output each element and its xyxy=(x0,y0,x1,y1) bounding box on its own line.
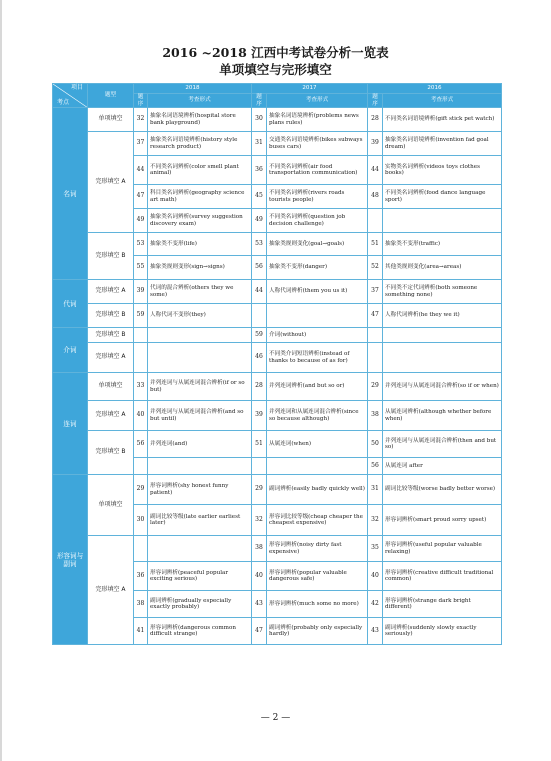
q-num: 43 xyxy=(368,618,383,645)
subtype-single: 单项填空 xyxy=(88,373,134,401)
q-num xyxy=(134,328,148,343)
q-num: 40 xyxy=(134,401,148,431)
header-num: 题序 xyxy=(252,94,267,108)
q-num: 31 xyxy=(368,475,383,505)
q-form: 副词辨析(probably only especially hardly) xyxy=(267,618,368,645)
q-num: 47 xyxy=(368,304,383,328)
q-form: 副词辨析(suddenly slowly exactly seriously) xyxy=(383,618,502,645)
q-num: 45 xyxy=(252,185,267,209)
q-num: 32 xyxy=(368,505,383,536)
q-form: 抽象类不变形(danger) xyxy=(267,256,368,280)
q-num: 31 xyxy=(252,132,267,156)
q-num: 56 xyxy=(252,256,267,280)
q-form: 从属连词(when) xyxy=(267,431,368,458)
q-form: 并列连词与从属连词混合辨析(so if or when) xyxy=(383,373,502,401)
q-form: 形容词辨析(strange dark bright different) xyxy=(383,591,502,618)
q-num: 35 xyxy=(368,536,383,562)
q-num: 40 xyxy=(368,562,383,591)
header-form: 考查形式 xyxy=(148,94,252,108)
subtype-cloze-a: 完形填空 A xyxy=(88,132,134,233)
category-conjunction: 连词 xyxy=(53,373,88,475)
q-num xyxy=(134,536,148,562)
q-form: 形容词辨析(noisy dirty fast expensive) xyxy=(267,536,368,562)
q-form: 抽象类名词语境辨析(invention fad goal dream) xyxy=(383,132,502,156)
q-num: 53 xyxy=(134,233,148,256)
q-form: 并列连词与从属连词混合辨析(then and but so) xyxy=(383,431,502,458)
q-num: 29 xyxy=(368,373,383,401)
q-form: 不同类名词辨析(rivers roads tourists people) xyxy=(267,185,368,209)
subtype-cloze-a: 完形填空 A xyxy=(88,536,134,645)
header-year-2018: 2018 xyxy=(134,84,252,94)
q-form: 形容词辨析(shy honest funny patient) xyxy=(148,475,252,505)
q-form xyxy=(148,328,252,343)
corner-header xyxy=(53,84,88,108)
q-form: 并列连词与从属连词混合辨析(if or so but) xyxy=(148,373,252,401)
q-num: 41 xyxy=(134,618,148,645)
q-form: 抽象名词语境辨析(hospital store bank playground) xyxy=(148,108,252,132)
subtype-cloze-a: 完形填空 A xyxy=(88,343,134,373)
subtype-cloze-b: 完形填空 B xyxy=(88,328,134,343)
q-num xyxy=(368,343,383,373)
q-num xyxy=(252,304,267,328)
header-year-2017: 2017 xyxy=(252,84,368,94)
q-form: 不同类不定代词辨析(both someone something none) xyxy=(383,280,502,304)
q-num: 29 xyxy=(134,475,148,505)
q-num: 47 xyxy=(252,618,267,645)
q-num: 42 xyxy=(368,591,383,618)
subtype-cloze-b: 完形填空 B xyxy=(88,431,134,475)
q-num: 43 xyxy=(252,591,267,618)
q-form xyxy=(267,304,368,328)
q-num: 56 xyxy=(134,431,148,458)
q-form: 并列连词和从属连词混合辨析(since so because although) xyxy=(267,401,368,431)
q-form xyxy=(148,343,252,373)
q-form: 抽象名词语境辨析(problems news plans rules) xyxy=(267,108,368,132)
q-num: 44 xyxy=(134,156,148,185)
q-form: 不同类名词辨析(air food transportation communication) xyxy=(267,156,368,185)
q-num: 33 xyxy=(134,373,148,401)
page-title: 2016 ~2018 江西中考试卷分析一览表 xyxy=(162,45,389,60)
q-num: 38 xyxy=(368,401,383,431)
q-num: 50 xyxy=(368,431,383,458)
q-form: 人称代词不变形(they) xyxy=(148,304,252,328)
q-num: 30 xyxy=(252,108,267,132)
q-num: 49 xyxy=(252,209,267,233)
q-num xyxy=(368,328,383,343)
q-form xyxy=(383,343,502,373)
q-form: 形容词辨析(peaceful popular exciting serious) xyxy=(148,562,252,591)
q-num: 47 xyxy=(134,185,148,209)
q-num: 39 xyxy=(252,401,267,431)
q-form: 其他类规则变化(area→areas) xyxy=(383,256,502,280)
q-form xyxy=(383,209,502,233)
header-num: 题序 xyxy=(134,94,148,108)
q-form: 并列连词与从属连词混合辨析(and so but until) xyxy=(148,401,252,431)
q-num: 55 xyxy=(134,256,148,280)
q-form: 形容词辨析(smart proud sorry upset) xyxy=(383,505,502,536)
q-form: 从属连词辨析(although whether before when) xyxy=(383,401,502,431)
header-year-2016: 2016 xyxy=(368,84,502,94)
q-num: 51 xyxy=(252,431,267,458)
q-form: 不同类名词辨析(question job decision challenge) xyxy=(267,209,368,233)
q-num: 56 xyxy=(368,458,383,475)
q-num: 29 xyxy=(252,475,267,505)
category-pronoun: 代词 xyxy=(53,280,88,328)
q-form: 介词(without) xyxy=(267,328,368,343)
q-num xyxy=(252,458,267,475)
q-form: 交通类名词语境辨析(bikes subways buses cars) xyxy=(267,132,368,156)
q-form xyxy=(148,536,252,562)
q-form: 形容词辨析(dangerous common difficult strange) xyxy=(148,618,252,645)
q-num: 49 xyxy=(134,209,148,233)
q-num: 53 xyxy=(252,233,267,256)
q-num: 59 xyxy=(134,304,148,328)
q-num: 39 xyxy=(368,132,383,156)
subtype-single: 单项填空 xyxy=(88,475,134,536)
q-num xyxy=(134,458,148,475)
header-form: 考查形式 xyxy=(383,94,502,108)
subtype-cloze-b: 完形填空 B xyxy=(88,233,134,280)
q-form: 不同类名词语境辨析(gift stick pet watch) xyxy=(383,108,502,132)
q-form: 抽象类名词辨析(survey suggestion discovery exam) xyxy=(148,209,252,233)
q-form: 副词辨析(easily badly quickly well) xyxy=(267,475,368,505)
analysis-table xyxy=(52,83,502,645)
subtype-cloze-a: 完形填空 A xyxy=(88,280,134,304)
header-form: 考查形式 xyxy=(267,94,368,108)
subtype-cloze-b: 完形填空 B xyxy=(88,304,134,328)
q-num xyxy=(368,209,383,233)
q-num: 32 xyxy=(134,108,148,132)
q-form: 不同类名词辨析(color smell plant animal) xyxy=(148,156,252,185)
header-point: 考点 xyxy=(57,98,70,106)
q-form: 人称代词辨析(he they we it) xyxy=(383,304,502,328)
q-num: 48 xyxy=(368,185,383,209)
q-num: 44 xyxy=(368,156,383,185)
q-form: 抽象类规则变形(sign→signs) xyxy=(148,256,252,280)
q-form: 实物类名词辨析(videos toys clothes books) xyxy=(383,156,502,185)
q-form xyxy=(148,458,252,475)
subtype-single: 单项填空 xyxy=(88,108,134,132)
q-form: 形容词比较等级(cheap cheaper the cheapest expensive) xyxy=(267,505,368,536)
header-type: 题型 xyxy=(88,84,134,108)
q-form: 抽象类名词语境辨析(history style research product) xyxy=(148,132,252,156)
page-number: — 2 — xyxy=(260,713,291,723)
q-form: 代词的混合辨析(others they we some) xyxy=(148,280,252,304)
q-num: 59 xyxy=(252,328,267,343)
page-edge xyxy=(0,0,2,761)
q-num: 44 xyxy=(252,280,267,304)
q-form: 形容词辨析(popular valuable dangerous safe) xyxy=(267,562,368,591)
q-form: 副词比较等级(late earlier earliest later) xyxy=(148,505,252,536)
q-form: 抽象类规则变化(goal→goals) xyxy=(267,233,368,256)
q-num: 39 xyxy=(134,280,148,304)
q-num: 32 xyxy=(252,505,267,536)
q-num: 37 xyxy=(134,132,148,156)
q-num: 36 xyxy=(134,562,148,591)
q-form: 不同类介词短语辨析(instead of thanks to because of as for) xyxy=(267,343,368,373)
q-form: 副词辨析(gradually especially exactly probably) xyxy=(148,591,252,618)
q-form: 并列连词辨析(and but so or) xyxy=(267,373,368,401)
header-item: 项目 xyxy=(70,84,83,91)
q-form xyxy=(267,458,368,475)
q-form: 抽象类不变形(traffic) xyxy=(383,233,502,256)
q-num xyxy=(134,343,148,373)
q-num: 46 xyxy=(252,343,267,373)
q-num: 38 xyxy=(134,591,148,618)
q-num: 36 xyxy=(252,156,267,185)
q-num: 28 xyxy=(368,108,383,132)
header-num: 题序 xyxy=(368,94,383,108)
q-form: 并列连词(and) xyxy=(148,431,252,458)
q-num: 28 xyxy=(252,373,267,401)
q-form: 从属连词 after xyxy=(383,458,502,475)
q-num: 40 xyxy=(252,562,267,591)
subtype-cloze-a: 完形填空 A xyxy=(88,401,134,431)
q-form: 副词比较等级(worse badly better worse) xyxy=(383,475,502,505)
q-form: 形容词辨析(creative difficult traditional common) xyxy=(383,562,502,591)
q-form: 人称代词辨析(them you us it) xyxy=(267,280,368,304)
q-num: 30 xyxy=(134,505,148,536)
q-form: 抽象类不变形(life) xyxy=(148,233,252,256)
category-noun: 名词 xyxy=(53,108,88,280)
q-form: 科目类名词辨析(geography science art math) xyxy=(148,185,252,209)
q-num: 38 xyxy=(252,536,267,562)
q-form: 形容词辨析(useful popular valuable relaxing) xyxy=(383,536,502,562)
q-form: 不同类名词辨析(food dance language sport) xyxy=(383,185,502,209)
category-preposition: 介词 xyxy=(53,328,88,373)
q-form: 形容词辨析(much some no more) xyxy=(267,591,368,618)
q-form xyxy=(383,328,502,343)
category-adjective-adverb: 形容词与副词 xyxy=(53,475,88,645)
q-num: 51 xyxy=(368,233,383,256)
q-num: 37 xyxy=(368,280,383,304)
q-num: 52 xyxy=(368,256,383,280)
page-subtitle: 单项填空与完形填空 xyxy=(219,62,332,77)
